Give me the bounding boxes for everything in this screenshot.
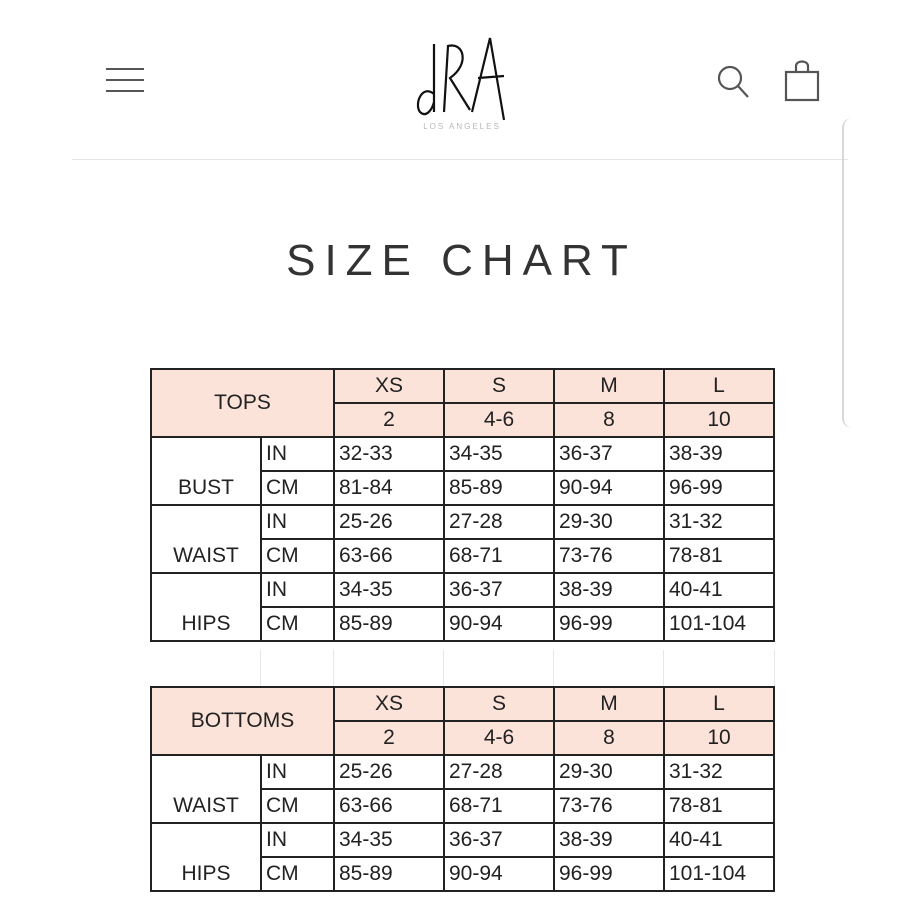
- size-number: 10: [664, 403, 774, 437]
- value-cell: 38-39: [664, 437, 774, 471]
- table-row: [151, 755, 774, 789]
- bottoms-size-table: [150, 686, 775, 892]
- unit: IN: [261, 505, 334, 539]
- value-cell: 34-35: [334, 823, 444, 857]
- value-cell: 85-89: [444, 471, 554, 505]
- size-number: 8: [554, 403, 664, 437]
- table-row: [151, 437, 774, 471]
- value-cell: 31-32: [664, 755, 774, 789]
- value-cell: 38-39: [554, 823, 664, 857]
- value-cell: 63-66: [334, 539, 444, 573]
- size-label: M: [554, 369, 664, 403]
- size-number: 4-6: [444, 721, 554, 755]
- size-number: 2: [334, 403, 444, 437]
- unit: CM: [261, 471, 334, 505]
- value-cell: 85-89: [334, 857, 444, 891]
- size-label: XS: [334, 369, 444, 403]
- value-cell: 63-66: [334, 789, 444, 823]
- value-cell: 73-76: [554, 789, 664, 823]
- unit: CM: [261, 857, 334, 891]
- value-cell: 78-81: [664, 789, 774, 823]
- value-cell: 36-37: [444, 823, 554, 857]
- value-cell: 31-32: [664, 505, 774, 539]
- value-cell: 90-94: [444, 857, 554, 891]
- search-icon[interactable]: [716, 64, 752, 100]
- measurement-name: WAIST: [151, 505, 261, 573]
- size-number: 4-6: [444, 403, 554, 437]
- size-label: L: [664, 687, 774, 721]
- measurement-name: BUST: [151, 437, 261, 505]
- size-number: 2: [334, 721, 444, 755]
- value-cell: 78-81: [664, 539, 774, 573]
- size-label: S: [444, 369, 554, 403]
- logo-subtitle: LOS ANGELES: [423, 122, 501, 131]
- value-cell: 101-104: [664, 607, 774, 641]
- value-cell: 90-94: [444, 607, 554, 641]
- table-spacer-gridlines: [150, 650, 776, 686]
- table-category: TOPS: [151, 369, 334, 437]
- unit: IN: [261, 437, 334, 471]
- value-cell: 29-30: [554, 755, 664, 789]
- unit: IN: [261, 823, 334, 857]
- shopping-bag-icon[interactable]: [784, 60, 820, 102]
- brand-logo[interactable]: [412, 34, 512, 144]
- hamburger-menu-icon[interactable]: [106, 66, 144, 94]
- value-cell: 73-76: [554, 539, 664, 573]
- value-cell: 25-26: [334, 505, 444, 539]
- unit: CM: [261, 539, 334, 573]
- value-cell: 34-35: [334, 573, 444, 607]
- value-cell: 96-99: [554, 607, 664, 641]
- measurement-name: WAIST: [151, 755, 261, 823]
- measurement-name: HIPS: [151, 823, 261, 891]
- size-number: 8: [554, 721, 664, 755]
- value-cell: 40-41: [664, 823, 774, 857]
- tops-size-table: [150, 368, 775, 642]
- value-cell: 101-104: [664, 857, 774, 891]
- value-cell: 25-26: [334, 755, 444, 789]
- value-cell: 90-94: [554, 471, 664, 505]
- value-cell: 68-71: [444, 789, 554, 823]
- value-cell: 36-37: [554, 437, 664, 471]
- site-header: [72, 0, 848, 160]
- logo-script-icon: [412, 34, 512, 124]
- size-label: L: [664, 369, 774, 403]
- value-cell: 34-35: [444, 437, 554, 471]
- value-cell: 27-28: [444, 755, 554, 789]
- value-cell: 36-37: [444, 573, 554, 607]
- size-label: XS: [334, 687, 444, 721]
- value-cell: 81-84: [334, 471, 444, 505]
- table-row: [151, 505, 774, 539]
- unit: CM: [261, 607, 334, 641]
- size-label: M: [554, 687, 664, 721]
- table-row: [151, 823, 774, 857]
- table-row: [151, 573, 774, 607]
- value-cell: 40-41: [664, 573, 774, 607]
- unit: IN: [261, 573, 334, 607]
- value-cell: 32-33: [334, 437, 444, 471]
- size-label: S: [444, 687, 554, 721]
- value-cell: 29-30: [554, 505, 664, 539]
- value-cell: 96-99: [664, 471, 774, 505]
- unit: IN: [261, 755, 334, 789]
- measurement-name: HIPS: [151, 573, 261, 641]
- size-number: 10: [664, 721, 774, 755]
- value-cell: 96-99: [554, 857, 664, 891]
- unit: CM: [261, 789, 334, 823]
- value-cell: 27-28: [444, 505, 554, 539]
- value-cell: 38-39: [554, 573, 664, 607]
- value-cell: 68-71: [444, 539, 554, 573]
- table-category: BOTTOMS: [151, 687, 334, 755]
- page-title: SIZE CHART: [286, 236, 637, 285]
- value-cell: 85-89: [334, 607, 444, 641]
